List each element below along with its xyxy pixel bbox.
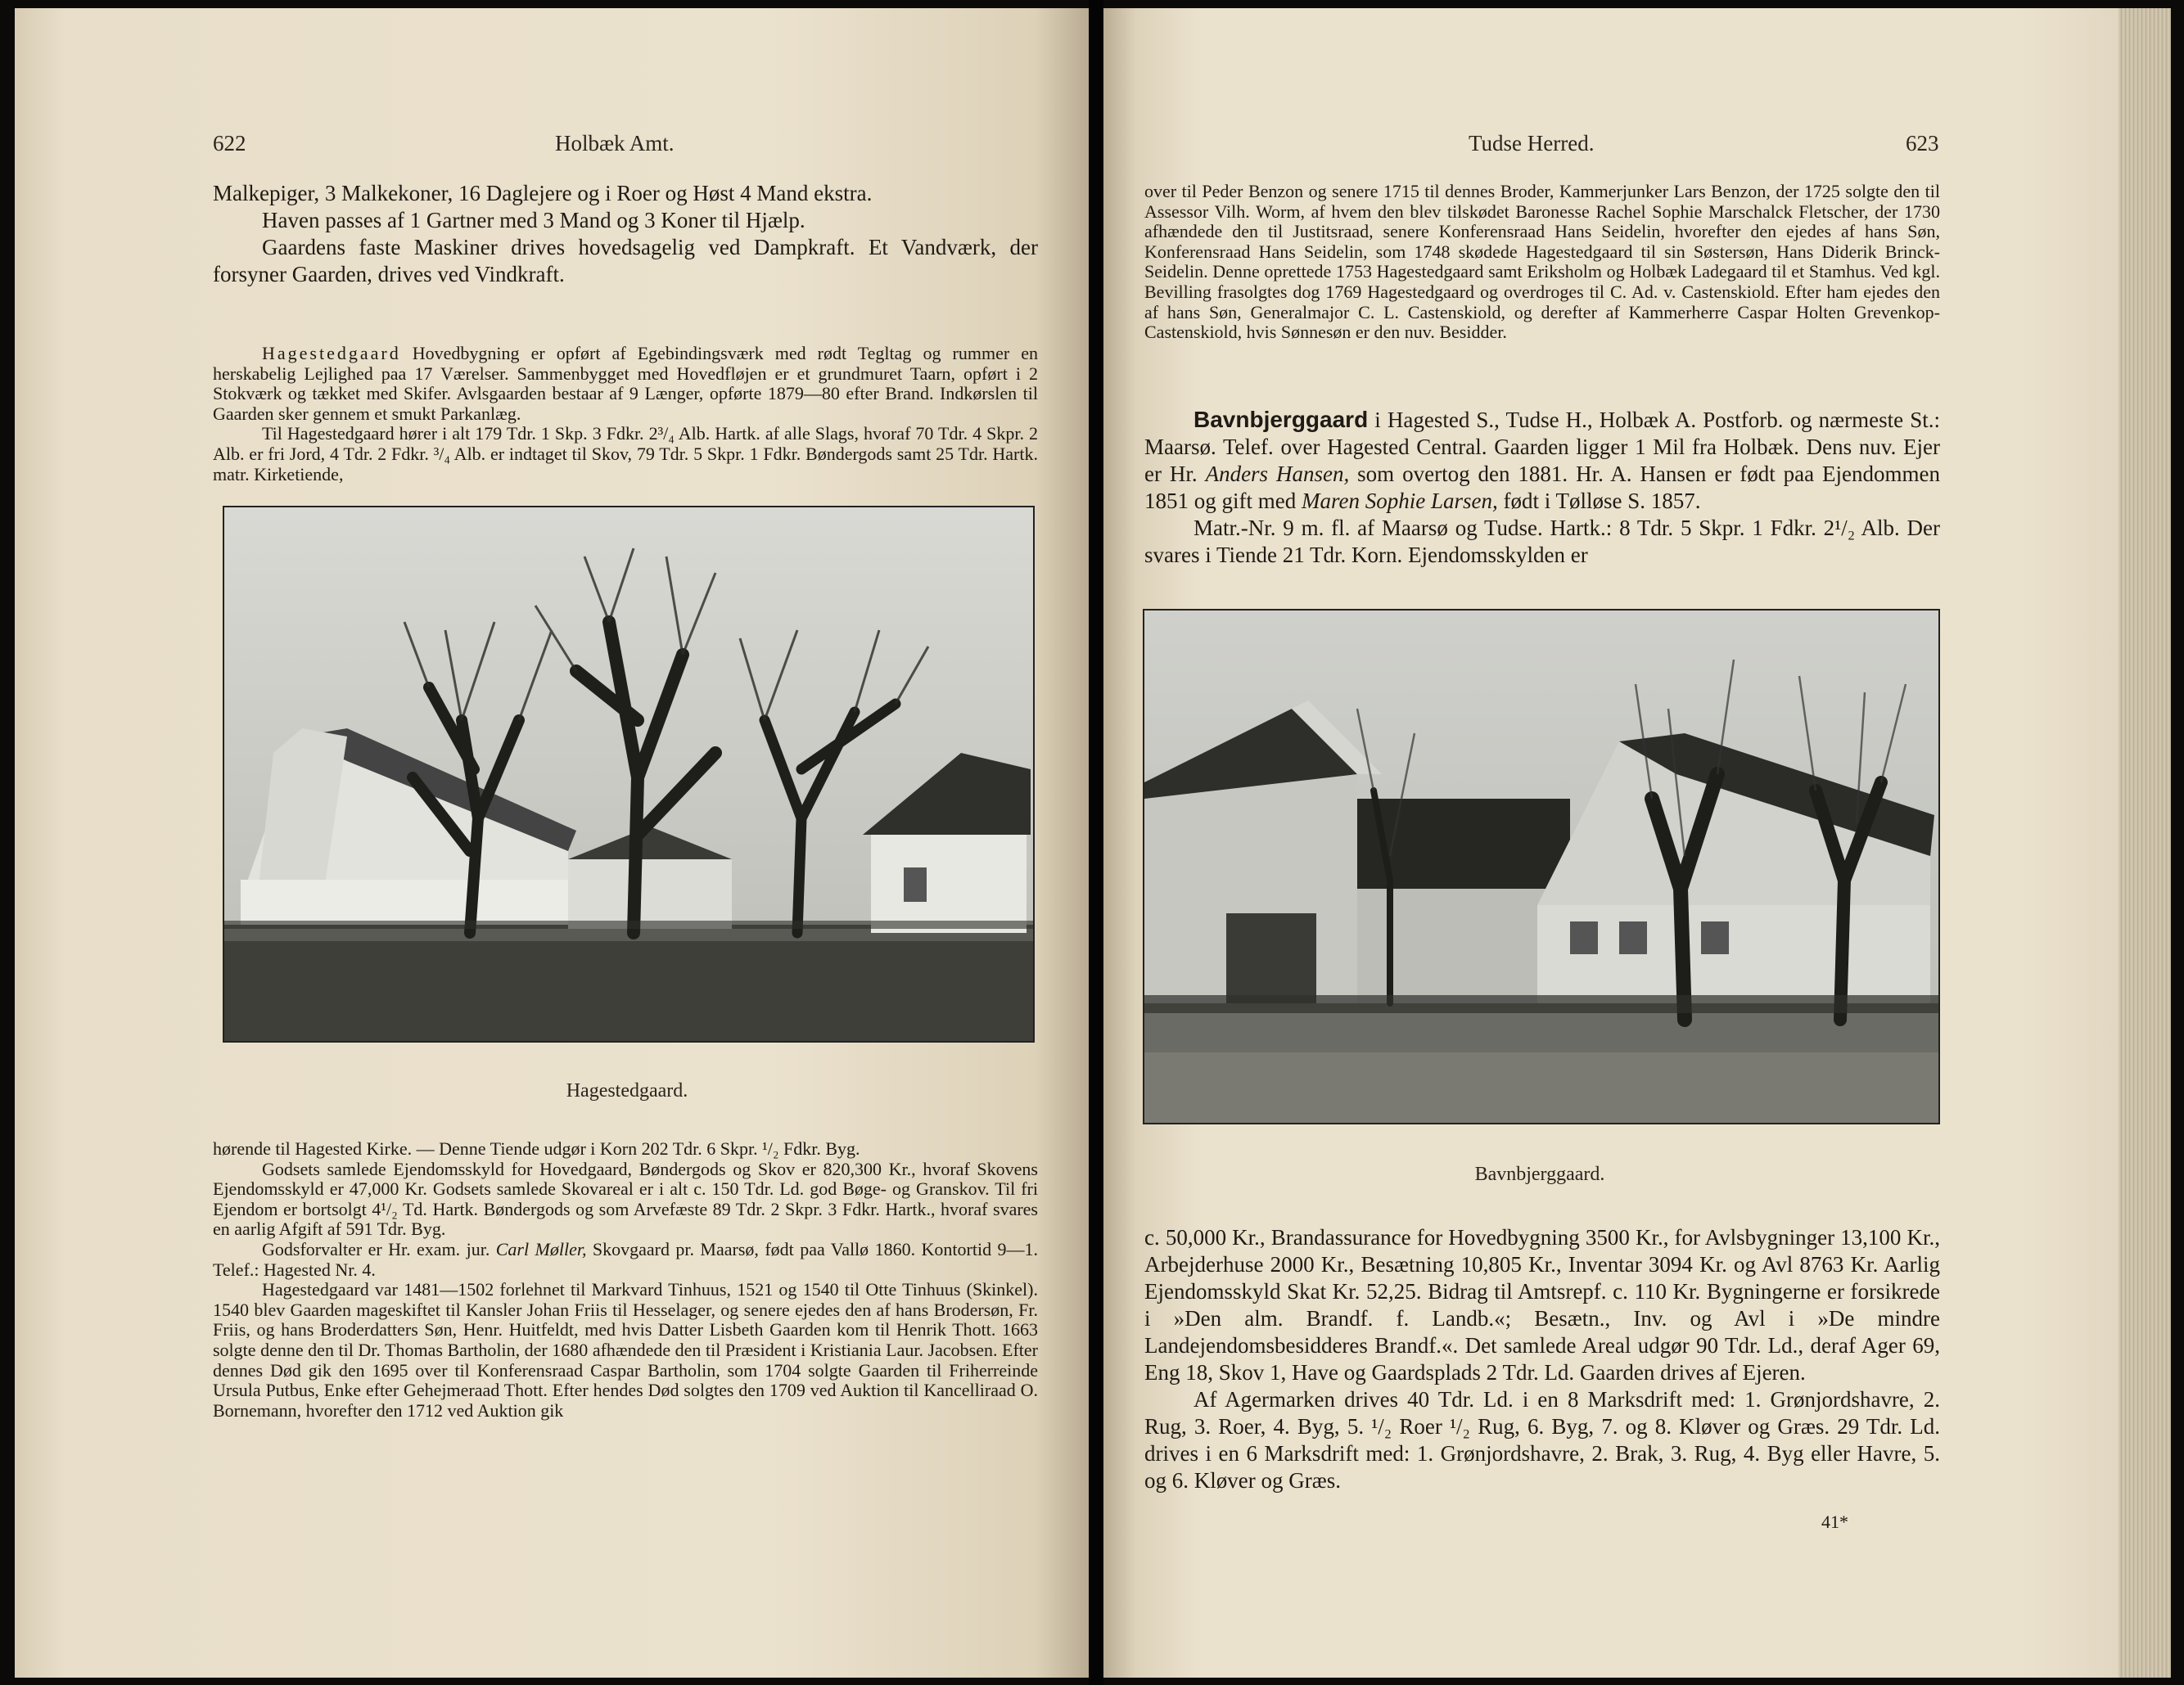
left-bottom-text <box>213 1139 1038 1421</box>
hagestedgaard-photo <box>223 506 1035 1043</box>
right-page-number: 623 <box>1906 131 1939 155</box>
bavnbjerggaard-caption: Bavnbjerggaard. <box>1474 1164 1605 1185</box>
signature-mark: 41* <box>1821 1512 1848 1532</box>
paragraph: hørende til Hagested Kirke. — Denne Tiende udgør i Korn 202 Tdr. 6 Skpr. ¹/₂ Fdkr. Byg. <box>213 1138 860 1159</box>
person-name: Carl Møller, <box>495 1238 587 1259</box>
owner-name: Anders Hansen, <box>1205 462 1350 486</box>
bavnbjerggaard-entry <box>1144 406 1940 569</box>
left-running-head: Holbæk Amt. <box>555 131 675 155</box>
paragraph: Til Hagestedgaard hører i alt 179 Tdr. 1 Skp. 3 Fdkr. 2³/₄ Alb. Hartk. af alle Slags, hvoraf 70 Tdr. 4 Skpr. 2 Alb. er fri Jord, 4 Tdr. 2 Fdkr. ³/₄ Alb. er indtaget til Skov, 79 Tdr. 5 Skpr. 1 Fdkr. Bøndergods samt 25 Tdr. Hartk. matr. Kirketiende, <box>213 423 1038 484</box>
paragraph: Malkepiger, 3 Malkekoner, 16 Daglejere og i Roer og Høst 4 Mand ekstra. <box>213 181 873 205</box>
paragraph-text: Skovgaard pr. Maarsø, født paa Vallø 1860. Kontortid 9—1. Telef.: Hagested Nr. 4. <box>213 1238 1038 1280</box>
paragraph: Haven passes af 1 Gartner med 3 Mand og 3 Koner til Hjælp. <box>262 208 805 232</box>
paragraph-text: Hovedbygning er opført af Egebindingsværk med rødt Tegltag og rummer en herskabelig Lejlighed paa 17 Værelser. Sammenbygget med Hovedfløjen er et grundmuret Taarn, opført i 2 Stokværk og tækket med Skifer. Avlsgaarden bestaar af 9 Længer, opførte 1879—80 efter Brand. Indkørslen til Gaarden sker gennem et smukt Parkanlæg. <box>213 343 1038 424</box>
left-top-text <box>213 180 1038 288</box>
paragraph: Gaardens faste Maskiner drives hovedsagelig ved Dampkraft. Et Vandværk, der forsyner Gaarden, drives ved Vindkraft. <box>213 235 1038 286</box>
paragraph <box>213 1240 1038 1280</box>
book-page-edges <box>2119 8 2171 1678</box>
left-page-number: 622 <box>213 131 246 155</box>
right-running-head: Tudse Herred. <box>1469 131 1595 155</box>
paragraph: Hagestedgaard var 1481—1502 forlehnet til Markvard Tinhuus, 1521 og 1540 til Otte Tinhuus (Skinkel). 1540 blev Gaarden mageskiftet til Kansler Johan Friis til Hesselager, og senere ejedes den af hans Brodersøn, Fr. Friis, og hans Broderdatters Søn, Henr. Huitfeldt, med hvis Datter Lisbeth Gaarden kom til Henrik Thott. 1663 solgte denne den til Dr. Thomas Bartholin, der 1680 afhændede den til Præsident i Kristiania Laur. Jacobsen. Efter dennes Død gik den 1695 over til Konferensraad Caspar Bartholin, som 1704 solgte Gaarden til Friherreinde Ursula Putbus, Enke efter Gehejmeraad Thott. Efter hendes Død solgtes den 1709 ved Auktion til Kancelliraad O. Bornemann, hvorefter den 1712 ved Auktion gik <box>213 1279 1038 1421</box>
paragraph-text: Godsforvalter er Hr. exam. jur. <box>262 1238 496 1259</box>
paragraph: Godsets samlede Ejendomsskyld for Hovedgaard, Bøndergods og Skov er 820,300 Kr., hvoraf Skovens Ejendomsskyld er 47,000 Kr. Godsets samlede Skovareal er i alt c. 150 Tdr. Ld. god Bøge- og Granskov. Til fri Ejendom er bortsolgt 4¹/₂ Td. Hartk. Bøndergods og som Arvefæste 89 Tdr. 2 Skpr. 3 Fdkr. Hartk., hvoraf svares en aarlig Afgift af 591 Tdr. Byg. <box>213 1158 1038 1240</box>
paragraph <box>213 344 1038 424</box>
paragraph <box>1144 406 1940 515</box>
left-page <box>15 8 1089 1678</box>
paragraph: Matr.-Nr. 9 m. fl. af Maarsø og Tudse. Hartk.: 8 Tdr. 5 Skpr. 1 Fdkr. 2¹/₂ Alb. Der svares i Tiende 21 Tdr. Korn. Ejendomsskylden er <box>1144 516 1940 567</box>
paragraph: Af Agermarken drives 40 Tdr. Ld. i en 8 Marksdrift med: 1. Grønjordshavre, 2. Rug, 3. Roer, 4. Byg, 5. ¹/₂ Roer ¹/₂ Rug, 6. Byg, 7. og 8. Kløver og Græs. 29 Tdr. Ld. drives i en 6 Marksdrift med: 1. Grønjordshavre, 2. Brak, 3. Rug, 4. Byg eller Havre, 5. og 6. Kløver og Græs. <box>1144 1387 1940 1493</box>
entry-title: Bavnbjerggaard <box>1194 407 1369 432</box>
bavnbjerggaard-photo <box>1143 609 1940 1124</box>
hagestedgaard-caption: Hagestedgaard. <box>566 1080 688 1102</box>
paragraph-text: født i Tølløse S. 1857. <box>1497 489 1701 513</box>
wife-name: Maren Sophie Larsen, <box>1301 489 1498 513</box>
paragraph-text: som overtog den 1881. Hr. A. Hansen er født paa Ejendommen 1851 og gift med <box>1144 462 1940 513</box>
right-page <box>1103 8 2119 1678</box>
spaced-name: Hagestedgaard <box>262 343 401 363</box>
paragraph: over til Peder Benzon og senere 1715 til dennes Broder, Kammerjunker Lars Benzon, der 1725 solgte den til Assessor Vilh. Worm, af hvem den blev tilskødet Baronesse Rachel Sophie Marschalck Fletscher, der 1730 afhændede den til Justitsraad, senere Konferensraad Hans Seidelin, hvorefter den ejedes af hans Søn, Konferensraad Hans Seidelin, som 1748 skødede Hagestedgaard til sin Søstersøn, Hans Diderik Brinck-Seidelin. Denne oprettede 1753 Hagestedgaard samt Eriksholm og Holbæk Ladegaard til et Stamhus. Ved kgl. Bevilling frasolgtes dog 1769 Hagestedgaard og overdroges til C. Ad. v. Castenskiold. Efter ham ejedes den af hans Søn, Generalmajor C. L. Castenskiold, og derefter af Kammerherre Caspar Holten Grevenkop-Castenskiold, hvis Sønnesøn er den nuv. Besidder. <box>1144 181 1940 343</box>
right-bottom-text <box>1144 1224 1940 1494</box>
book-spine <box>1089 0 1103 1685</box>
paragraph: c. 50,000 Kr., Brandassurance for Hovedbygning 3500 Kr., for Avlsbygninger 13,100 Kr., Arbejderhuse 2000 Kr., Besætning 10,805 Kr., Inventar 3094 Kr. og Avl 8763 Kr. Aarlig Ejendomsskyld Skat Kr. 52,25. Bidrag til Amtsrepf. c. 110 Kr. Bygningerne er forsikrede i »Den alm. Brandf. f. Landb.«; Besætn., Inv. og Avl i »De mindre Landejendomsbesidderes Brandf.«. Det samlede Areal udgør 90 Tdr. Ld., deraf Ager 69, Eng 18, Skov 1, Have og Gaardsplads 2 Tdr. Ld. Gaarden drives af Ejeren. <box>1144 1225 1940 1385</box>
paragraph-text: i Hagested S., Tudse H., Holbæk A. Postforb. og nærmeste St.: Maarsø. Telef. over Hagested Central. Gaarden ligger 1 Mil fra Holbæk. Dens nuv. Ejer er Hr. <box>1144 408 1940 486</box>
left-small-text <box>213 344 1038 484</box>
right-top-text <box>1144 182 1940 343</box>
